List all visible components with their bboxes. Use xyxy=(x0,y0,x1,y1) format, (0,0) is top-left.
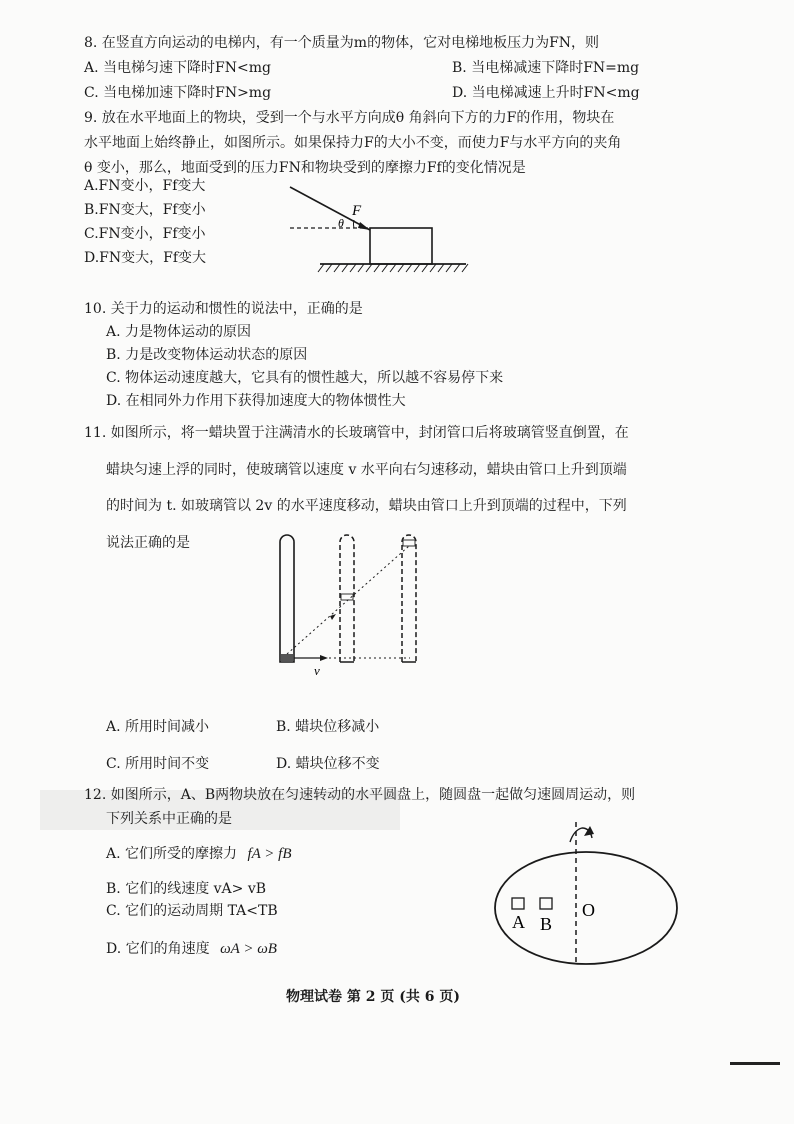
q8-option-c: C. 当电梯加速下降时FN>mg xyxy=(84,85,272,101)
q11-glass-tube-figure xyxy=(270,528,430,678)
wax-trajectory xyxy=(287,546,409,654)
wax-block-initial xyxy=(281,654,293,661)
q11-option-a: A. 所用时间减小 xyxy=(106,719,210,735)
q11-option-d: D. 蜡块位移不变 xyxy=(276,756,380,772)
q8-option-a: A. 当电梯匀速下降时FN<mg xyxy=(84,60,271,76)
q10-option-a: A. 力是物体运动的原因 xyxy=(106,324,252,340)
velocity-label: v xyxy=(314,663,320,678)
force-label: F xyxy=(352,203,362,219)
tube-initial xyxy=(280,535,294,662)
q10-option-c: C. 物体运动速度越大，它具有的惯性越大，所以越不容易停下来 xyxy=(106,370,504,386)
q9-option-b: B.FN变大，Ff变小 xyxy=(84,202,206,218)
q12-option-a-text: A. 它们所受的摩擦力 xyxy=(106,846,238,862)
page-footer: 物理试卷 第 2 页 (共 6 页) xyxy=(286,989,460,1005)
q9-option-a: A.FN变小，Ff变大 xyxy=(84,178,206,194)
q10-option-d: D. 在相同外力作用下获得加速度大的物体惯性大 xyxy=(106,393,406,409)
q11-stem-line4: 说法正确的是 xyxy=(106,535,190,551)
block-a xyxy=(512,898,524,909)
tube-final xyxy=(402,535,416,662)
q12-option-d xyxy=(106,940,277,958)
label-a: A xyxy=(512,912,525,932)
angle-arc xyxy=(353,220,354,228)
q8-option-d: D. 当电梯减速上升时FN<mg xyxy=(452,85,640,101)
q12-option-d-text: D. 它们的角速度 xyxy=(106,941,210,957)
q9-stem-line2: 水平地面上始终静止，如图所示。如果保持力F的大小不变，而使力F与水平方向的夹角 xyxy=(84,135,622,151)
q11-stem-line2: 蜡块匀速上浮的同时，使玻璃管以速度 v 水平向右匀速移动，蜡块由管口上升到顶端 xyxy=(106,462,627,478)
q9-option-d: D.FN变大，Ff变大 xyxy=(84,250,207,266)
rotation-arrow-head xyxy=(584,826,594,836)
q12-option-d-formula: ωA > ωB xyxy=(220,941,277,957)
q12-stem-line1: 12. 如图所示，A、B两物块放在匀速转动的水平圆盘上，随圆盘一起做匀速圆周运动，则 xyxy=(84,787,636,803)
trajectory-arrow-head xyxy=(330,614,336,620)
block xyxy=(370,228,432,264)
q9-stem-line3: θ 变小，那么，地面受到的压力FN和物块受到的摩擦力Ff的变化情况是 xyxy=(84,160,526,176)
q9-block-figure xyxy=(280,180,480,275)
wax-block-final xyxy=(403,540,415,546)
q12-stem-line2: 下列关系中正确的是 xyxy=(106,811,232,827)
q10-stem: 10. 关于力的运动和惯性的说法中，正确的是 xyxy=(84,301,363,317)
tube-middle xyxy=(340,535,354,662)
q12-option-a xyxy=(106,845,291,863)
label-o: O xyxy=(582,900,595,920)
q9-stem-line1: 9. 放在水平地面上的物块，受到一个与水平方向成θ 角斜向下方的力F的作用，物块在 xyxy=(84,110,615,126)
q12-option-c: C. 它们的运动周期 TA<TB xyxy=(106,903,278,919)
force-arrow-head xyxy=(358,222,370,230)
angle-label: θ xyxy=(338,216,344,230)
q12-turntable-figure xyxy=(490,820,690,970)
q9-option-c: C.FN变小，Ff变小 xyxy=(84,226,206,242)
ground-hatching xyxy=(318,264,468,272)
q11-option-b: B. 蜡块位移减小 xyxy=(276,719,380,735)
q12-option-b: B. 它们的线速度 vA> vB xyxy=(106,881,267,897)
q11-stem-line3: 的时间为 t. 如玻璃管以 2v 的水平速度移动，蜡块由管口上升到顶端的过程中，下列 xyxy=(106,498,627,514)
q10-option-b: B. 力是改变物体运动状态的原因 xyxy=(106,347,308,363)
label-b: B xyxy=(540,914,553,934)
q11-option-c: C. 所用时间不变 xyxy=(106,756,210,772)
scan-mark xyxy=(730,1062,780,1065)
q12-option-a-formula: fA > fB xyxy=(247,846,292,862)
q11-stem-line1: 11. 如图所示，将一蜡块置于注满清水的长玻璃管中，封闭管口后将玻璃管竖直倒置，在 xyxy=(84,425,629,441)
block-b xyxy=(540,898,552,909)
q8-stem: 8. 在竖直方向运动的电梯内，有一个质量为m的物体，它对电梯地板压力为FN，则 xyxy=(84,35,600,51)
velocity-arrow-head xyxy=(320,655,328,661)
q8-option-b: B. 当电梯减速下降时FN=mg xyxy=(452,60,640,76)
